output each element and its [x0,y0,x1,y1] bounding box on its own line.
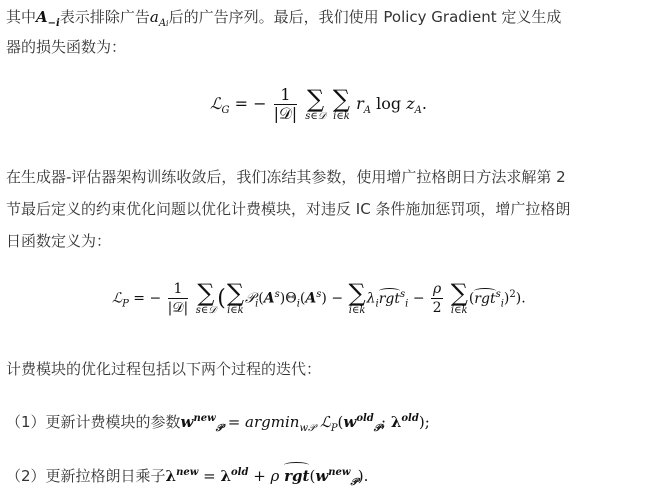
sum-symbol: ∑ i∈k [332,85,351,122]
rgt-hat: rgt [378,290,401,307]
sum-symbol: ∑ i∈k [450,279,468,316]
paragraph-aug-line2: 节最后定义的约束优化问题以优化计费模块，对违反 IC 条件施加惩罚项，增广拉格朗 [6,200,571,218]
term-r: r [356,94,364,113]
equation-generator-loss: ℒ$_G$ = − $\frac{1}{\text{|𝒟|}}$ ∑ s∈𝒟 ∑ i∈k $r_A$ $\log z_A$. [210,85,427,123]
fraction: $\frac{1}{\text{|𝒟|}}$ [167,281,189,316]
equation-augmented-lagrangian: ℒ$_P$ = − $\frac{1}{\text{|𝒟|}}$ ∑ s∈𝒟 ( ∑ i∈k $𝒫_i(A^s)\Theta_i(A^s)$ − ∑ i∈k $\lambda_irgt^s_i$ − $\frac{\rho}{2}$ ∑ i∈k $(rgt^s_i)^2$). [112,279,526,316]
paragraph-aug-line1: 在生成器-评估器架构训练收敛后，我们冻结其参数，使用增广拉格朗日方法求解第 2 [6,168,566,186]
step-label: （2）更新拉格朗日乘子 [6,467,166,485]
paragraph-iteration: 计费模块的优化过程包括以下两个过程的迭代： [6,360,322,378]
text: 其中 [6,8,37,26]
step-1: （1）更新计费模块的参数$w^{new}_𝒫 = argmin_{w𝒫}$ $ℒ_P(w^{old}_𝒫$; $\lambda^{old}$); [6,413,430,434]
math-symbol: A [36,8,48,26]
text: 后的广告序列。最后，我们使用 Policy Gradient 定义生成 [168,8,562,26]
eq-lhs: ℒ [210,94,222,113]
fraction: $\frac{\rho}{2}$ [432,281,442,316]
paragraph-intro-line2: 器的损失函数为： [6,38,127,56]
log-operator: log [376,94,402,113]
step-label: （1）更新计费模块的参数 [6,413,181,431]
step-2: （2）更新拉格朗日乘子$\lambda^{new} = \lambda^{old} + \rho$ $rgt(w^{new}_𝒫)$. [6,467,369,488]
eq-lhs-sub: G [221,105,230,117]
math-subscript: Ai [158,18,169,29]
math-subscript: −i [47,18,60,29]
text: 表示排除广告 [59,8,150,26]
math-symbol: a [149,8,159,26]
sum-symbol: ∑ s∈𝒟 [195,279,217,316]
rgt-hat: rgt [284,467,310,485]
eq-lhs: ℒ [112,290,123,307]
sum-symbol: ∑ i∈k [226,279,244,316]
eq-sign: = − [234,94,267,113]
sum-symbol: ∑ s∈𝒟 [305,85,326,122]
paragraph-intro-line1 [6,6,561,28]
term-z: z [406,94,415,113]
sum-symbol: ∑ i∈k [348,279,366,316]
fraction: $\frac{1}{\text{|𝒟|}}$ [273,85,298,123]
paragraph-aug-line3: 日函数定义为： [6,232,112,250]
